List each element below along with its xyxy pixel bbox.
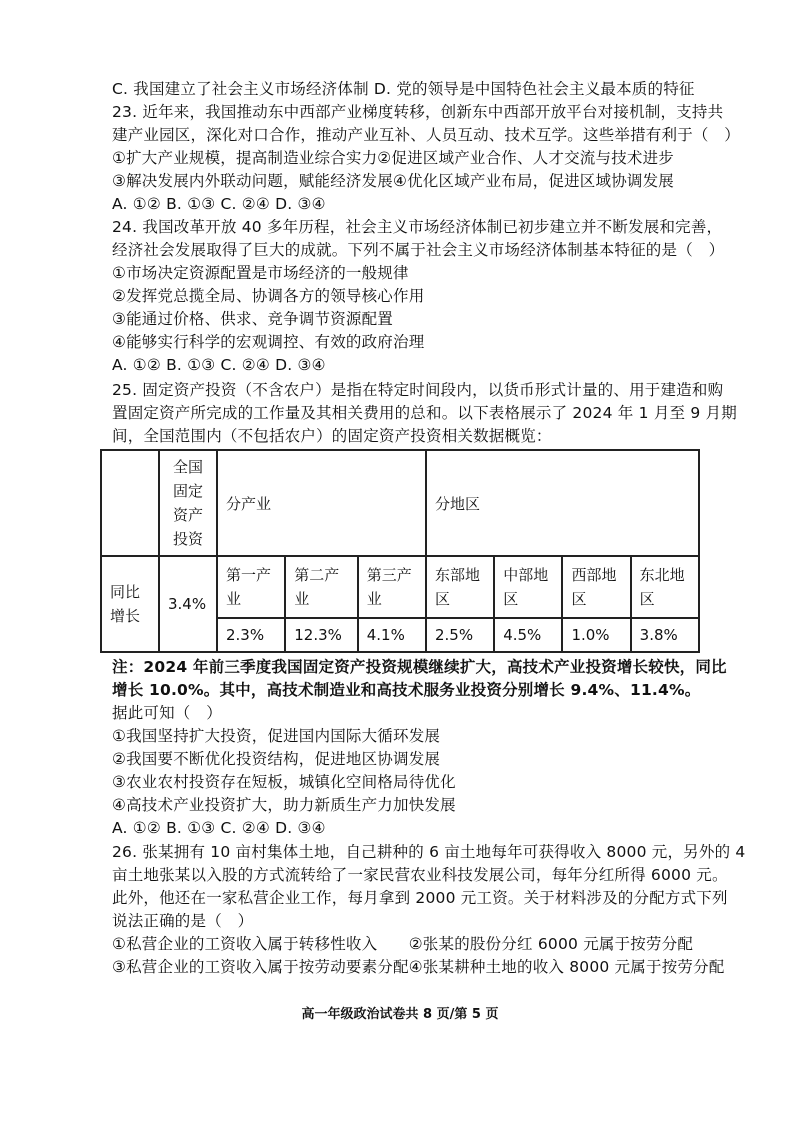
value-central: 4.5%: [494, 618, 562, 652]
q24-stem-2: 经济社会发展取得了巨大的成就。下列不属于社会主义市场经济体制基本特征的是（ ）: [112, 241, 725, 259]
col-header-northeast: 东北地区: [631, 556, 699, 618]
q25-stem-3: 间，全国范围内（不包括农户）的固定资产投资相关数据概览：: [112, 427, 552, 445]
table-group-industry: 分产业: [217, 450, 426, 556]
table-note-1: 注：2024 年前三季度我国固定资产投资规模继续扩大，高技术产业投资增长较快，同比: [112, 658, 727, 676]
col-header-west: 西部地区: [562, 556, 630, 618]
q25-stem-2: 置固定资产所完成的工作量及其相关费用的总和。以下表格展示了 2024 年 1 月至 9 月期: [112, 404, 737, 422]
q25-item-3: ③农业农村投资存在短板，城镇化空间格局待优化: [112, 773, 456, 791]
q26-item-12: ①私营企业的工资收入属于转移性收入 ②张某的股份分红 6000 元属于按劳分配: [112, 935, 694, 953]
q25-item-2: ②我国要不断优化投资结构，促进地区协调发展: [112, 750, 441, 768]
q26-stem-2: 亩土地张某以入股的方式流转给了一家民营农业科技发展公司，每年分红所得 6000 元。: [112, 866, 728, 884]
q26-item-34: ③私营企业的工资收入属于按劳动要素分配④张某耕种土地的收入 8000 元属于按劳分配: [112, 958, 725, 976]
table-corner-cell: [101, 450, 159, 556]
q24-item-4: ④能够实行科学的宏观调控、有效的政府治理: [112, 333, 425, 351]
value-west: 1.0%: [562, 618, 630, 652]
q24-stem-1: 24. 我国改革开放 40 多年历程，社会主义市场经济体制已初步建立并不断发展和完善，: [112, 218, 723, 236]
col-header-secondary: 第二产业: [285, 556, 358, 618]
table-group-region: 分地区: [426, 450, 699, 556]
col-header-tertiary: 第三产业: [358, 556, 426, 618]
value-northeast: 3.8%: [631, 618, 699, 652]
q23-options: A. ①② B. ①③ C. ②④ D. ③④: [112, 195, 326, 213]
q24-item-1: ①市场决定资源配置是市场经济的一般规律: [112, 264, 409, 282]
table-total-header: 全国固定资产投资: [159, 450, 217, 556]
q25-item-4: ④高技术产业投资扩大，助力新质生产力加快发展: [112, 796, 456, 814]
col-header-east: 东部地区: [426, 556, 494, 618]
q25-item-1: ①我国坚持扩大投资，促进国内国际大循环发展: [112, 727, 441, 745]
table-row-header: 同比增长: [101, 556, 159, 652]
investment-table: [100, 449, 700, 653]
table-total-value: 3.4%: [159, 556, 217, 652]
q25-stem-1: 25. 固定资产投资（不含农户）是指在特定时间段内，以货币形式计量的、用于建造和购: [112, 381, 724, 399]
q23-item-34: ③解决发展内外联动问题，赋能经济发展④优化区域产业布局，促进区域协调发展: [112, 172, 674, 190]
value-east: 2.5%: [426, 618, 494, 652]
q24-item-2: ②发挥党总揽全局、协调各方的领导核心作用: [112, 287, 425, 305]
q22-options-cd: C. 我国建立了社会主义市场经济体制 D. 党的领导是中国特色社会主义最本质的特征: [112, 80, 695, 98]
q26-stem-4: 说法正确的是（ ）: [112, 912, 254, 930]
page-footer: 高一年级政治试卷共 8 页/第 5 页: [301, 1007, 499, 1022]
table-note-2: 增长 10.0%。其中，高技术制造业和高技术服务业投资分别增长 9.4%、11.4%。: [112, 681, 701, 699]
q26-stem-1: 26. 张某拥有 10 亩村集体土地，自己耕种的 6 亩土地每年可获得收入 8000 元，另外的 4: [112, 843, 746, 861]
q24-item-3: ③能通过价格、供求、竞争调节资源配置: [112, 310, 393, 328]
value-primary: 2.3%: [217, 618, 285, 652]
q26-stem-3: 此外，他还在一家私营企业工作，每月拿到 2000 元工资。关于材料涉及的分配方式下列: [112, 889, 728, 907]
col-header-central: 中部地区: [494, 556, 562, 618]
q25-options: A. ①② B. ①③ C. ②④ D. ③④: [112, 819, 326, 837]
q23-stem-1: 23. 近年来，我国推动东中西部产业梯度转移，创新东中西部开放平台对接机制，支持共: [112, 103, 724, 121]
value-secondary: 12.3%: [285, 618, 358, 652]
q23-item-12: ①扩大产业规模，提高制造业综合实力②促进区域产业合作、人才交流与技术进步: [112, 149, 674, 167]
q23-stem-2: 建产业园区，深化对口合作，推动产业互补、人员互动、技术互学。这些举措有利于（ ）: [112, 126, 741, 144]
q25-prompt: 据此可知（ ）: [112, 704, 222, 722]
value-tertiary: 4.1%: [358, 618, 426, 652]
q24-options: A. ①② B. ①③ C. ②④ D. ③④: [112, 356, 326, 374]
col-header-primary: 第一产业: [217, 556, 285, 618]
